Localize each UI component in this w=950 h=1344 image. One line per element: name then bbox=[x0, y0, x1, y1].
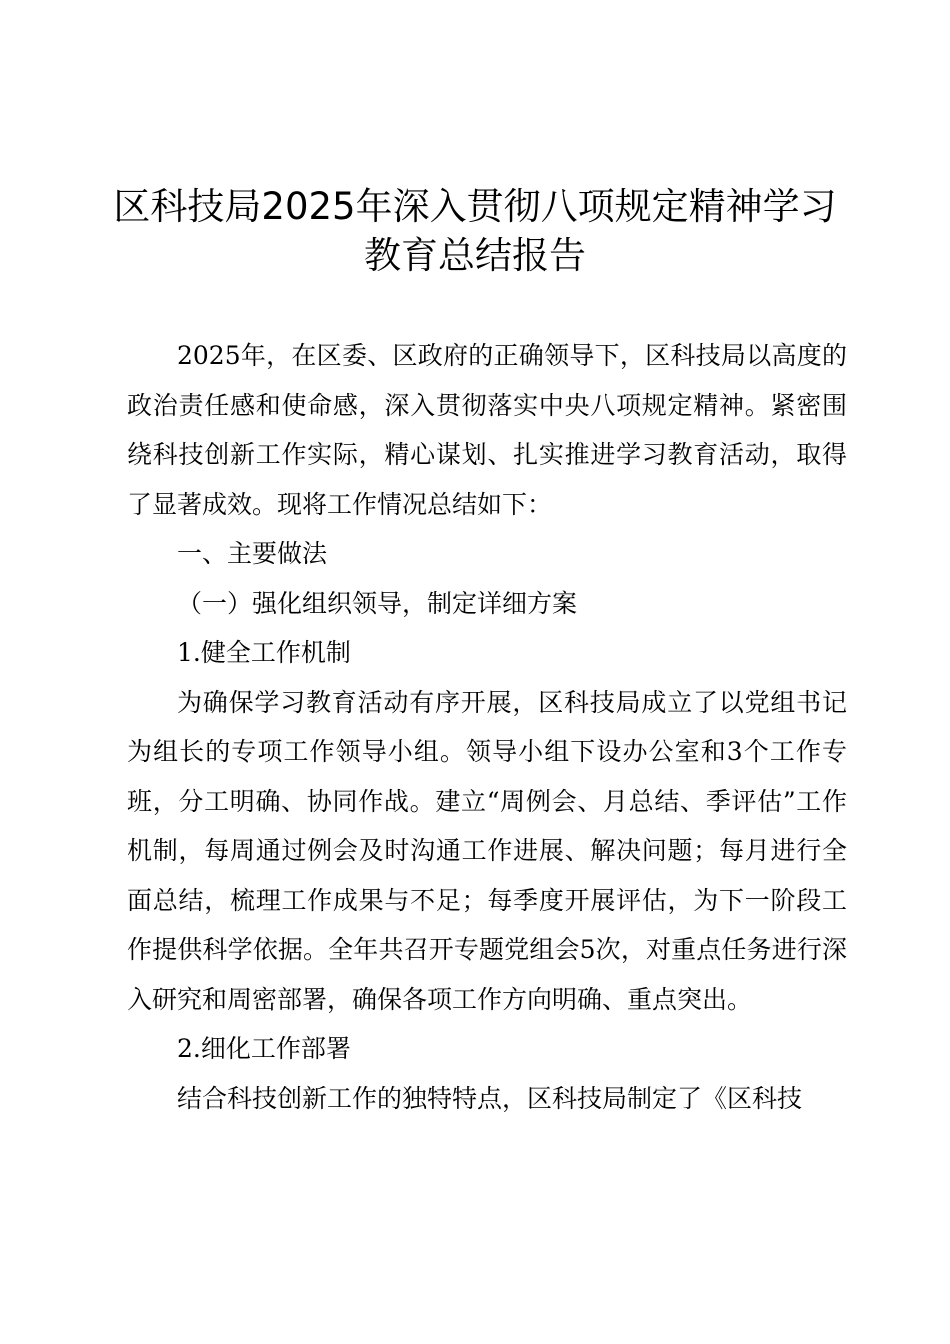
work-deployment-paragraph: 结合科技创新工作的独特特点，区科技局制定了《区科技 bbox=[177, 1083, 803, 1113]
document-title-line-2: 教育总结报告 bbox=[364, 234, 586, 277]
document-title-line-1: 区科技局2025年深入贯彻八项规定精神学习 bbox=[113, 185, 837, 228]
work-mechanism-paragraph: 为确保学习教育活动有序开展，区科技局成立了以党组书记为组长的专项工作领导小组。领导小组下设办公室和3个工作专班，分工明确、协同作战。建立“周例会、月总结、季评估”工作机制，每周通过例会及时沟通工作进展、解决问题；每月进行全面总结，梳理工作成果与不足；每季度开展评估，为下一阶段工作提供科学依据。全年共召开专题党组会5次，对重点任务进行深入研究和周密部署，确保各项工作方向明确、重点突出。 bbox=[127, 687, 847, 1014]
item-heading-work-mechanism: 1.健全工作机制 bbox=[177, 638, 351, 667]
subsection-heading-organization: （一）强化组织领导，制定详细方案 bbox=[177, 588, 578, 618]
intro-paragraph: 2025年，在区委、区政府的正确领导下，区科技局以高度的政治责任感和使命感，深入贯彻落实中央八项规定精神。紧密围绕科技创新工作实际，精心谋划、扎实推进学习教育活动，取得了显著成效。现将工作情况总结如下： bbox=[127, 341, 847, 519]
item-heading-work-deployment: 2.细化工作部署 bbox=[177, 1034, 351, 1063]
document-body bbox=[127, 331, 847, 1123]
section-heading-main-practices: 一、主要做法 bbox=[177, 539, 328, 568]
